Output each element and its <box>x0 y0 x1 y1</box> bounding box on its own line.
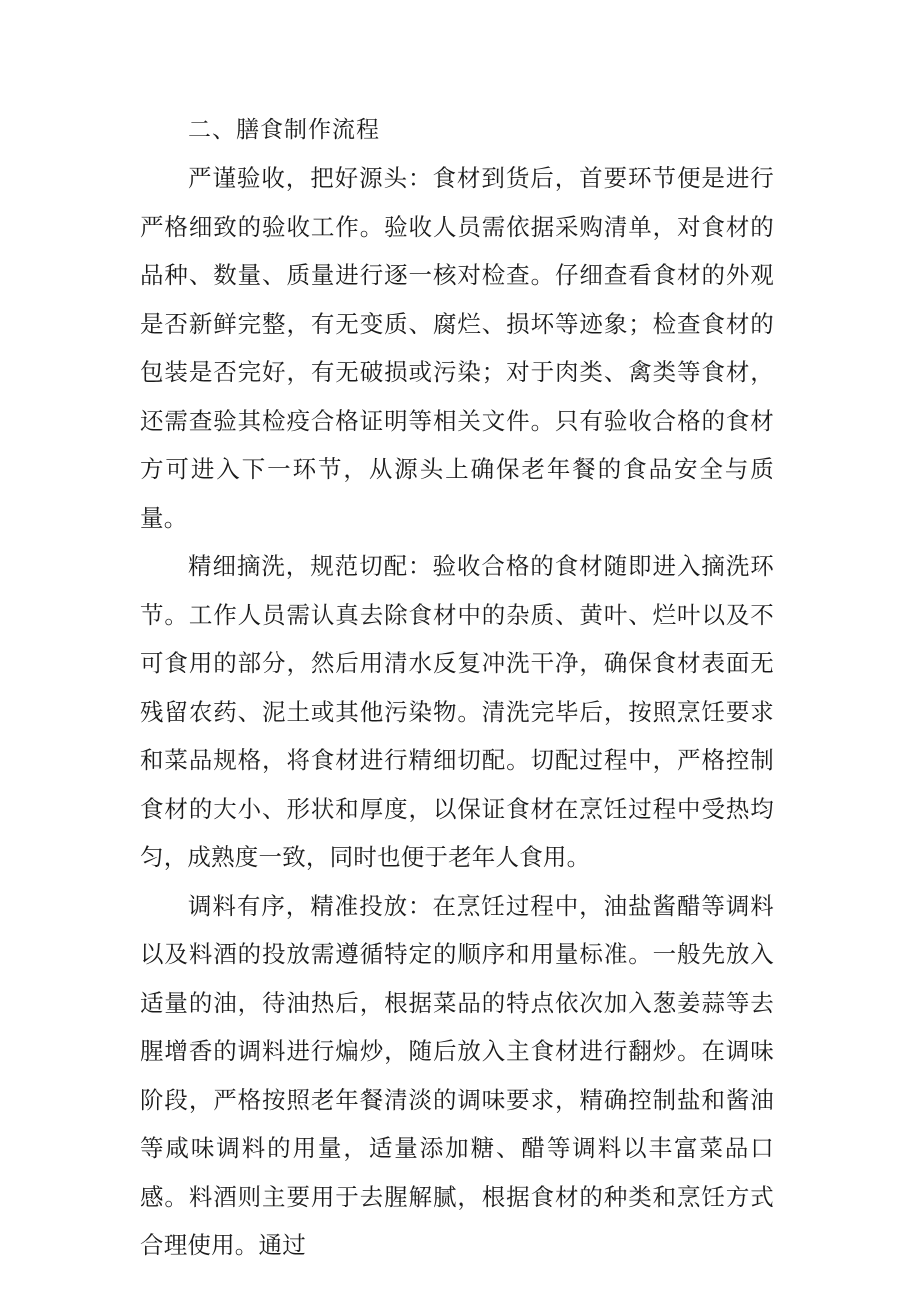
paragraph-seasoning: 调料有序，精准投放：在烹饪过程中，油盐酱醋等调料以及料酒的投放需遵循特定的顺序和用量标准。一般先放入适量的油，待油热后，根据菜品的特点依次加入葱姜蒜等去腥增香的调料进行煸炒，随后放入主食材进行翻炒。在调味阶段，严格按照老年餐清淡的调味要求，精确控制盐和酱油等咸味调料的用量，适量添加糖、醋等调料以丰富菜品口感。料酒则主要用于去腥解腻，根据食材的种类和烹饪方式合理使用。通过 <box>140 891 774 1259</box>
paragraph-acceptance: 严谨验收，把好源头：食材到货后，首要环节便是进行严格细致的验收工作。验收人员需依据采购清单，对食材的品种、数量、质量进行逐一核对检查。仔细查看食材的外观是否新鲜完整，有无变质、腐烂、损坏等迹象；检查食材的包装是否完好，有无破损或污染；对于肉类、禽类等食材，还需查验其检疫合格证明等相关文件。只有验收合格的食材方可进入下一环节，从源头上确保老年餐的食品安全与质量。 <box>140 164 774 532</box>
section-heading: 二、膳食制作流程 <box>188 117 380 143</box>
paragraph-washing-cutting: 精细摘洗，规范切配：验收合格的食材随即进入摘洗环节。工作人员需认真去除食材中的杂质、黄叶、烂叶以及不可食用的部分，然后用清水反复冲洗干净，确保食材表面无残留农药、泥土或其他污染物。清洗完毕后，按照烹饪要求和菜品规格，将食材进行精细切配。切配过程中，严格控制食材的大小、形状和厚度，以保证食材在烹饪过程中受热均匀，成熟度一致，同时也便于老年人食用。 <box>140 552 774 871</box>
